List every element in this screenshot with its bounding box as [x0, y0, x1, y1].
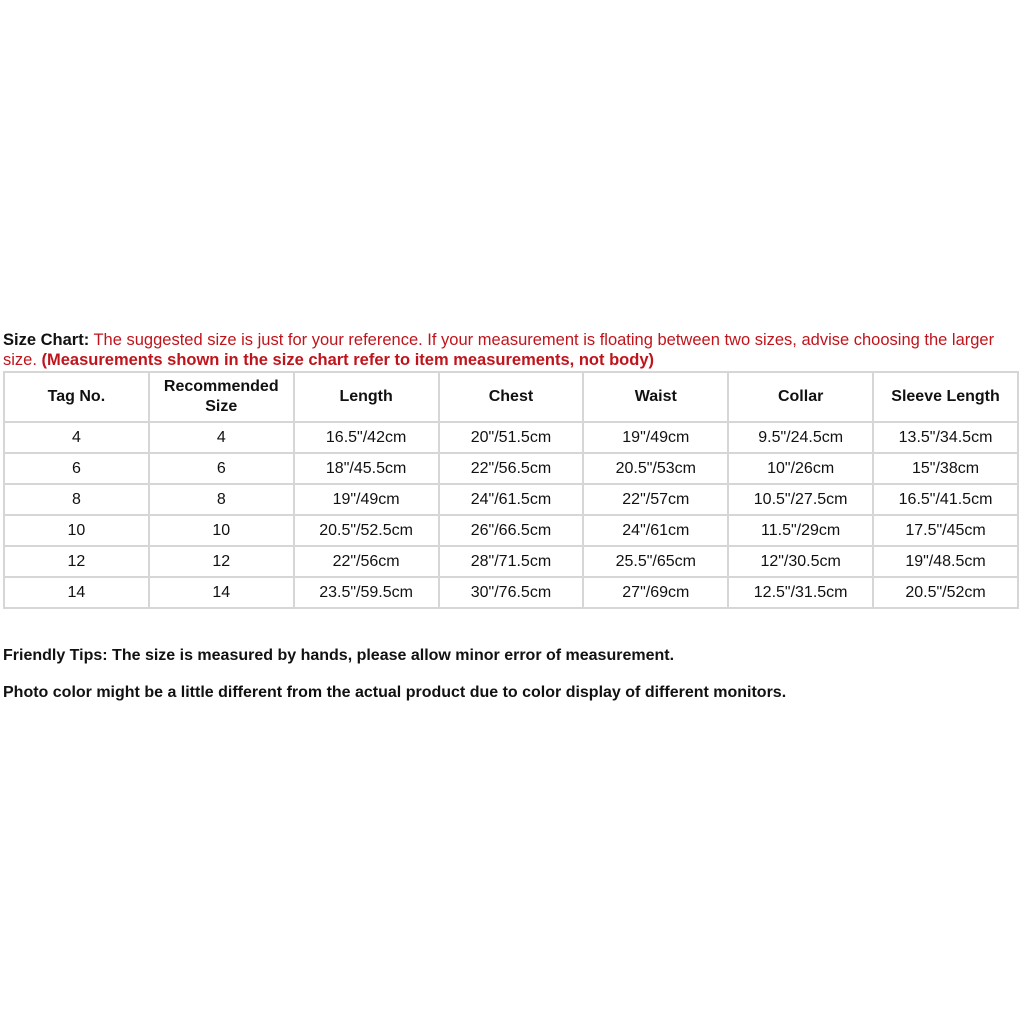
cell-recommended-size: 4 [149, 422, 294, 453]
header-recommended-line2: Size [205, 398, 238, 415]
header-collar: Collar [728, 372, 873, 422]
cell-chest: 24"/61.5cm [439, 484, 584, 515]
cell-chest: 22"/56.5cm [439, 453, 584, 484]
cell-tag-no: 6 [4, 453, 149, 484]
cell-length: 20.5"/52.5cm [294, 515, 439, 546]
cell-sleeve-length: 15"/38cm [873, 453, 1018, 484]
cell-waist: 20.5"/53cm [583, 453, 728, 484]
cell-collar: 10.5"/27.5cm [728, 484, 873, 515]
cell-tag-no: 8 [4, 484, 149, 515]
size-chart-emphasis: (Measurements shown in the size chart refer to item measurements, not body) [41, 351, 654, 369]
cell-tag-no: 14 [4, 577, 149, 608]
header-tag-no: Tag No. [4, 372, 149, 422]
header-recommended-size [149, 372, 294, 422]
cell-collar: 12"/30.5cm [728, 546, 873, 577]
header-recommended-line1: Recommended [163, 378, 279, 395]
table-body [4, 422, 1018, 608]
cell-collar: 10"/26cm [728, 453, 873, 484]
cell-length: 23.5"/59.5cm [294, 577, 439, 608]
cell-waist: 24"/61cm [583, 515, 728, 546]
cell-recommended-size: 14 [149, 577, 294, 608]
header-waist: Waist [583, 372, 728, 422]
cell-collar: 11.5"/29cm [728, 515, 873, 546]
table-header-row [4, 372, 1018, 422]
header-chest: Chest [439, 372, 584, 422]
cell-recommended-size: 10 [149, 515, 294, 546]
cell-sleeve-length: 20.5"/52cm [873, 577, 1018, 608]
cell-sleeve-length: 17.5"/45cm [873, 515, 1018, 546]
cell-recommended-size: 6 [149, 453, 294, 484]
cell-length: 16.5"/42cm [294, 422, 439, 453]
cell-sleeve-length: 19"/48.5cm [873, 546, 1018, 577]
cell-collar: 12.5"/31.5cm [728, 577, 873, 608]
table-row [4, 422, 1018, 453]
cell-sleeve-length: 16.5"/41.5cm [873, 484, 1018, 515]
size-chart-colon: : [83, 331, 90, 349]
friendly-tips: Friendly Tips: The size is measured by hands, please allow minor error of measurement. [3, 647, 675, 664]
cell-waist: 27"/69cm [583, 577, 728, 608]
cell-tag-no: 4 [4, 422, 149, 453]
table-row [4, 484, 1018, 515]
cell-chest: 30"/76.5cm [439, 577, 584, 608]
table-row [4, 546, 1018, 577]
cell-waist: 25.5"/65cm [583, 546, 728, 577]
size-chart-note: The suggested size is just for your reference. If your measurement is floating between two sizes, advise choosing the larger size. [3, 331, 995, 369]
table-row [4, 453, 1018, 484]
cell-waist: 19"/49cm [583, 422, 728, 453]
cell-collar: 9.5"/24.5cm [728, 422, 873, 453]
cell-length: 19"/49cm [294, 484, 439, 515]
cell-length: 18"/45.5cm [294, 453, 439, 484]
size-chart-intro [3, 330, 1013, 370]
cell-recommended-size: 12 [149, 546, 294, 577]
cell-tag-no: 10 [4, 515, 149, 546]
header-sleeve-length: Sleeve Length [873, 372, 1018, 422]
cell-waist: 22"/57cm [583, 484, 728, 515]
cell-chest: 28"/71.5cm [439, 546, 584, 577]
photo-color-note: Photo color might be a little different from the actual product due to color display of different monitors. [3, 684, 787, 701]
cell-recommended-size: 8 [149, 484, 294, 515]
table-row [4, 577, 1018, 608]
cell-length: 22"/56cm [294, 546, 439, 577]
table-row [4, 515, 1018, 546]
size-chart-label: Size Chart [3, 331, 84, 349]
cell-tag-no: 12 [4, 546, 149, 577]
cell-chest: 20"/51.5cm [439, 422, 584, 453]
header-length: Length [294, 372, 439, 422]
cell-chest: 26"/66.5cm [439, 515, 584, 546]
cell-sleeve-length: 13.5"/34.5cm [873, 422, 1018, 453]
size-table [3, 371, 1019, 609]
